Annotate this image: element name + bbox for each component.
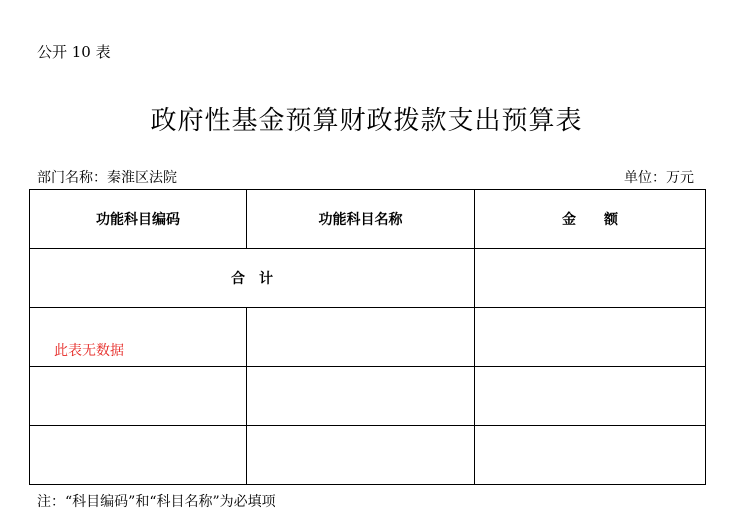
table-header-row xyxy=(30,190,706,249)
table-cell xyxy=(475,367,706,426)
unit-label: 单位：万元 xyxy=(624,170,694,186)
table-cell xyxy=(30,308,247,367)
table-cell xyxy=(30,367,247,426)
table-row xyxy=(30,367,706,426)
table-row xyxy=(30,308,706,367)
table-cell xyxy=(30,426,247,485)
department-name: 部门名称：秦淮区法院 xyxy=(37,170,177,186)
table-cell xyxy=(247,426,475,485)
total-label: 合 计 xyxy=(30,249,475,308)
table-cell xyxy=(475,426,706,485)
document-code: 公开 10 表 xyxy=(37,43,111,61)
header-subject-name: 功能科目名称 xyxy=(247,190,475,249)
table-cell xyxy=(247,308,475,367)
table-row xyxy=(30,426,706,485)
header-amount: 金 额 xyxy=(475,190,706,249)
page-title: 政府性基金预算财政拨款支出预算表 xyxy=(150,106,583,136)
total-amount-cell xyxy=(475,249,706,308)
total-row xyxy=(30,249,706,308)
footnote: 注：“科目编码”和“科目名称”为必填项 xyxy=(37,494,276,510)
table-cell xyxy=(247,367,475,426)
header-subject-code: 功能科目编码 xyxy=(30,190,247,249)
table-cell xyxy=(475,308,706,367)
budget-table xyxy=(29,189,706,485)
no-data-notice: 此表无数据 xyxy=(54,343,124,359)
